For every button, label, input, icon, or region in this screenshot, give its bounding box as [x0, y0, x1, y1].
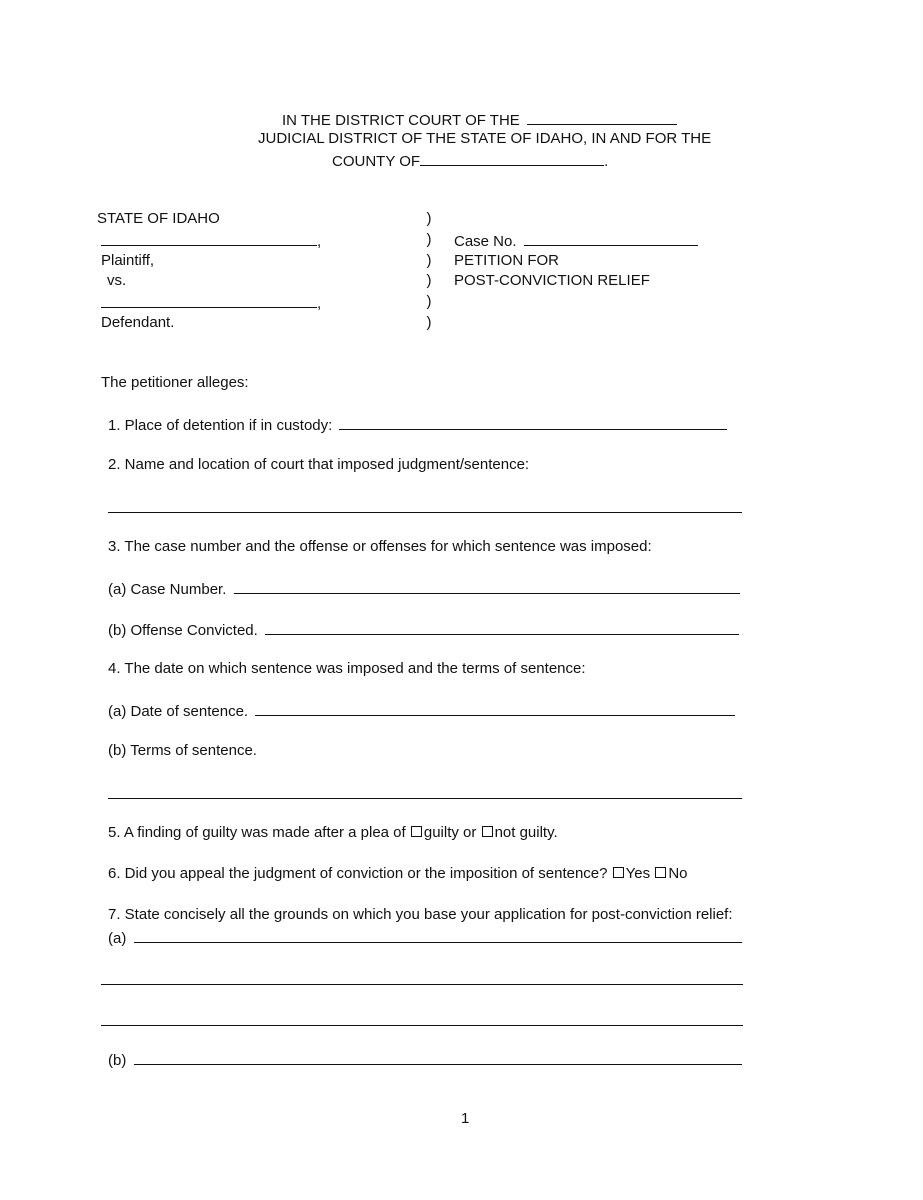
ground-b-field[interactable] [134, 1050, 742, 1065]
plea-guilty-checkbox[interactable] [411, 826, 422, 837]
caption-divider-paren: ) [426, 293, 432, 310]
district-number-field[interactable] [527, 110, 677, 125]
question-4a-label: (a) Date of sentence. [108, 703, 249, 720]
court-header-line1 [282, 110, 677, 130]
question-7a [108, 928, 742, 948]
appeal-yes-label: Yes [625, 865, 651, 882]
court-header-line3 [332, 151, 608, 171]
question-2-label: 2. Name and location of court that imposed judgment/sentence: [108, 456, 530, 473]
defendant-name-field[interactable] [101, 293, 317, 308]
ground-a-field[interactable] [134, 928, 742, 943]
caption-divider-paren: ) [426, 231, 432, 248]
question-7a-label: (a) [108, 930, 127, 947]
case-number-label: Case No. [454, 233, 517, 250]
plaintiff-blank-row [101, 231, 321, 251]
plaintiff-name: STATE OF IDAHO [97, 210, 220, 227]
ground-a-continuation-field[interactable] [101, 1025, 743, 1026]
question-4b-label: (b) Terms of sentence. [108, 742, 257, 759]
plaintiff-name-field[interactable] [101, 231, 317, 246]
defendant-comma: , [317, 295, 322, 312]
county-label: COUNTY OF [332, 153, 421, 170]
question-7b [108, 1050, 742, 1070]
plaintiff-label: Plaintiff, [101, 252, 155, 269]
plaintiff-comma: , [317, 233, 322, 250]
court-header-line1-text: IN THE DISTRICT COURT OF THE [282, 112, 520, 129]
detention-place-field[interactable] [339, 415, 727, 430]
offense-convicted-field[interactable] [265, 620, 739, 635]
question-3b-label: (b) Offense Convicted. [108, 622, 258, 639]
plea-not-guilty-checkbox[interactable] [482, 826, 493, 837]
question-6-label: 6. Did you appeal the judgment of conviction or the imposition of sentence? [108, 865, 608, 882]
question-1-label: 1. Place of detention if in custody: [108, 417, 333, 434]
county-field[interactable] [420, 151, 604, 166]
ground-a-continuation-field[interactable] [101, 984, 743, 985]
caption-divider-paren: ) [426, 252, 432, 269]
question-4a [108, 701, 735, 721]
page-number: 1 [461, 1110, 470, 1127]
county-period: . [604, 153, 609, 170]
question-5-label: 5. A finding of guilty was made after a plea of [108, 824, 406, 841]
defendant-blank-row [101, 293, 321, 313]
question-4-label: 4. The date on which sentence was imposed and the terms of sentence: [108, 660, 586, 677]
plea-not-guilty-label: not guilty. [494, 824, 558, 841]
question-5 [108, 824, 558, 842]
case-number-field[interactable] [524, 231, 698, 246]
question-3-label: 3. The case number and the offense or offenses for which sentence was imposed: [108, 538, 652, 555]
appeal-no-label: No [668, 865, 688, 882]
document-title-line2: POST-CONVICTION RELIEF [454, 272, 650, 289]
question-3a [108, 579, 740, 599]
caption-divider-paren: ) [426, 314, 432, 331]
appeal-yes-checkbox[interactable] [613, 867, 624, 878]
versus-label: vs. [107, 272, 127, 289]
court-location-field[interactable] [108, 512, 742, 513]
court-header-line2: JUDICIAL DISTRICT OF THE STATE OF IDAHO, IN AND FOR THE [258, 130, 712, 147]
defendant-label: Defendant. [101, 314, 175, 331]
caption-divider-paren: ) [426, 210, 432, 227]
plea-guilty-label: guilty or [423, 824, 477, 841]
sentence-terms-field[interactable] [108, 798, 742, 799]
question-3b [108, 620, 739, 640]
case-number-answer-field[interactable] [234, 579, 740, 594]
case-number-row [454, 231, 698, 251]
question-3a-label: (a) Case Number. [108, 581, 227, 598]
question-7-label: 7. State concisely all the grounds on which you base your application for post-conviction relief: [108, 906, 733, 923]
question-1 [108, 415, 727, 435]
petitioner-intro: The petitioner alleges: [101, 374, 249, 391]
question-7b-label: (b) [108, 1052, 127, 1069]
appeal-no-checkbox[interactable] [655, 867, 666, 878]
caption-divider-paren: ) [426, 272, 432, 289]
document-title-line1: PETITION FOR [454, 252, 559, 269]
sentence-date-field[interactable] [255, 701, 735, 716]
question-6 [108, 865, 688, 883]
